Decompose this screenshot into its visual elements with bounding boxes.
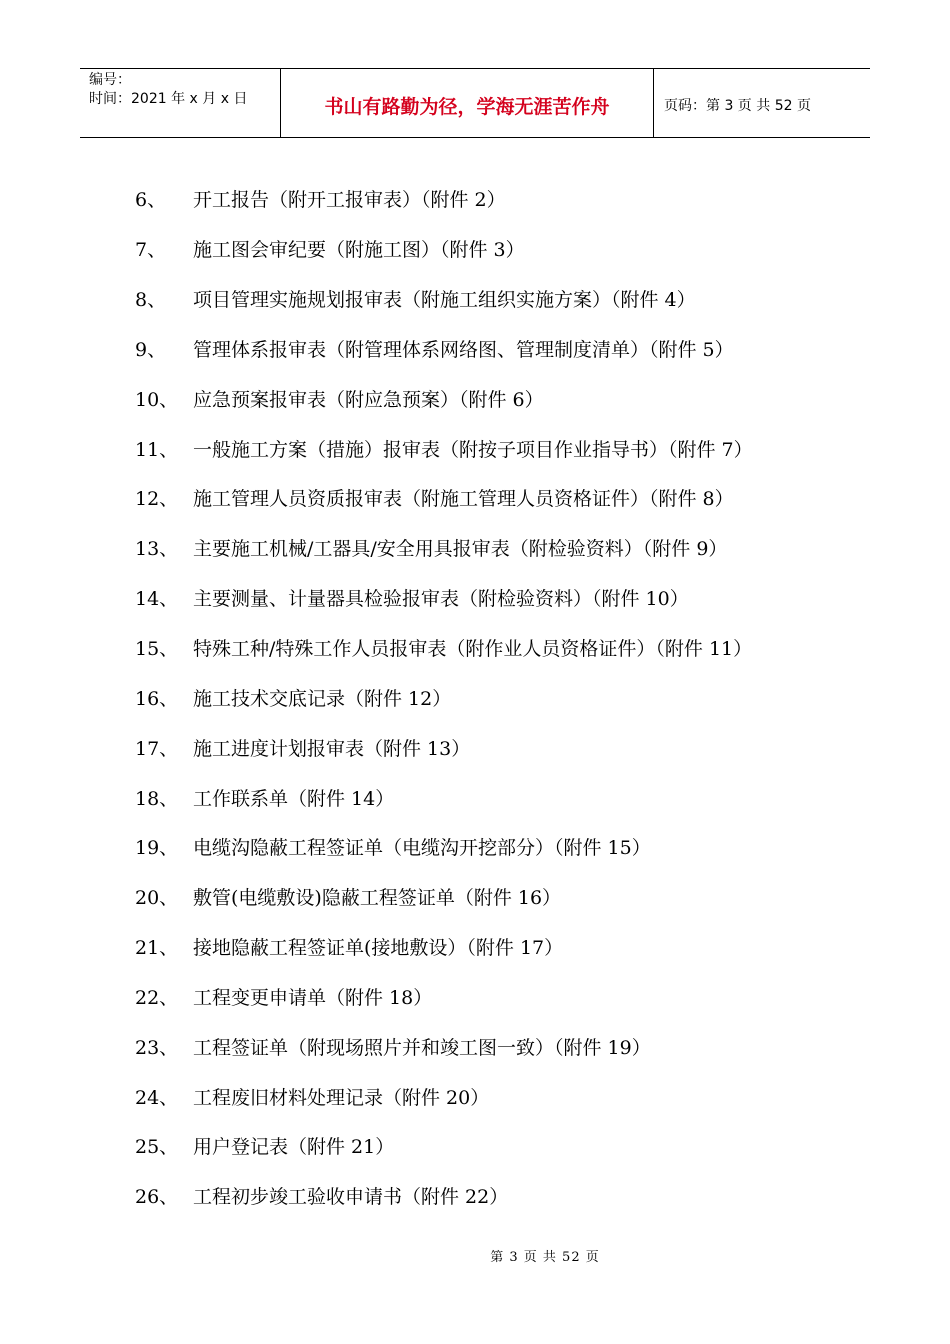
list-item-number: 19、 <box>135 837 179 860</box>
list-item-text: 主要施工机械/工器具/安全用具报审表（附检验资料）（附件 9） <box>193 538 728 561</box>
list-item-number: 17、 <box>135 737 179 760</box>
list-item-text: 施工技术交底记录（附件 12） <box>193 687 452 710</box>
document-item-list <box>135 174 753 1221</box>
list-item <box>135 473 753 523</box>
list-item-number: 22、 <box>135 986 179 1009</box>
list-item-text: 施工图会审纪要（附施工图）（附件 3） <box>193 239 525 262</box>
list-item-text: 工程签证单（附现场照片并和竣工图一致）（附件 19） <box>193 1036 651 1059</box>
list-item <box>135 623 753 673</box>
list-item <box>135 972 753 1022</box>
list-item-number: 12、 <box>135 488 179 511</box>
list-item <box>135 523 753 573</box>
list-item-number: 21、 <box>135 937 179 960</box>
list-item-number: 10、 <box>135 388 179 411</box>
list-item <box>135 822 753 872</box>
list-item <box>135 922 753 972</box>
list-item-number: 16、 <box>135 687 179 710</box>
list-item-text: 一般施工方案（措施）报审表（附按子项目作业指导书）（附件 7） <box>193 438 753 461</box>
list-item-text: 应急预案报审表（附应急预案）（附件 6） <box>193 388 544 411</box>
list-item-text: 接地隐蔽工程签证单(接地敷设）（附件 17） <box>193 937 564 960</box>
header-page-info: 页码：第 3 页 共 52 页 <box>664 98 811 114</box>
list-item <box>135 373 753 423</box>
list-item-number: 20、 <box>135 887 179 910</box>
list-item <box>135 224 753 274</box>
list-item-text: 特殊工种/特殊工作人员报审表（附作业人员资格证件）（附件 11） <box>193 638 753 661</box>
list-item <box>135 1021 753 1071</box>
list-item-text: 主要测量、计量器具检验报审表（附检验资料）（附件 10） <box>193 588 689 611</box>
list-item-text: 工作联系单（附件 14） <box>193 787 395 810</box>
list-item-number: 25、 <box>135 1136 179 1159</box>
list-item-text: 工程变更申请单（附件 18） <box>193 986 433 1009</box>
list-item-text: 敷管(电缆敷设)隐蔽工程签证单（附件 16） <box>193 887 562 910</box>
list-item <box>135 722 753 772</box>
document-number-label: 编号： <box>89 72 131 88</box>
list-item <box>135 423 753 473</box>
list-item-number: 24、 <box>135 1086 179 1109</box>
list-item-number: 14、 <box>135 588 179 611</box>
page-footer: 第 3 页 共 52 页 <box>490 1250 600 1265</box>
list-item-text: 项目管理实施规划报审表（附施工组织实施方案）（附件 4） <box>193 289 696 312</box>
list-item-number: 11、 <box>135 438 179 461</box>
list-item-number: 9、 <box>135 338 167 361</box>
list-item-text: 施工管理人员资质报审表（附施工管理人员资格证件）（附件 8） <box>193 488 734 511</box>
list-item <box>135 274 753 324</box>
list-item <box>135 1071 753 1121</box>
list-item-number: 6、 <box>135 189 167 212</box>
header-meta <box>80 69 281 137</box>
list-item <box>135 1121 753 1171</box>
page-header <box>80 68 870 138</box>
list-item <box>135 573 753 623</box>
list-item <box>135 174 753 224</box>
list-item-text: 管理体系报审表（附管理体系网络图、管理制度清单）（附件 5） <box>193 338 734 361</box>
list-item-text: 开工报告（附开工报审表）（附件 2） <box>193 189 506 212</box>
list-item-text: 工程废旧材料处理记录（附件 20） <box>193 1086 490 1109</box>
list-item-number: 13、 <box>135 538 179 561</box>
list-item-text: 施工进度计划报审表（附件 13） <box>193 737 471 760</box>
list-item-number: 23、 <box>135 1036 179 1059</box>
list-item <box>135 772 753 822</box>
list-item-text: 电缆沟隐蔽工程签证单（电缆沟开挖部分）（附件 15） <box>193 837 651 860</box>
list-item <box>135 872 753 922</box>
list-item-number: 18、 <box>135 787 179 810</box>
list-item <box>135 324 753 374</box>
list-item-number: 7、 <box>135 239 167 262</box>
header-motto: 书山有路勤为径，学海无涯苦作舟 <box>281 69 654 137</box>
list-item-number: 26、 <box>135 1186 179 1209</box>
list-item <box>135 1171 753 1221</box>
list-item-text: 用户登记表（附件 21） <box>193 1136 395 1159</box>
list-item-number: 8、 <box>135 289 167 312</box>
list-item <box>135 672 753 722</box>
list-item-number: 15、 <box>135 638 179 661</box>
list-item-text: 工程初步竣工验收申请书（附件 22） <box>193 1186 509 1209</box>
document-time-label: 时间：2021 年 x 月 x 日 <box>89 91 248 107</box>
